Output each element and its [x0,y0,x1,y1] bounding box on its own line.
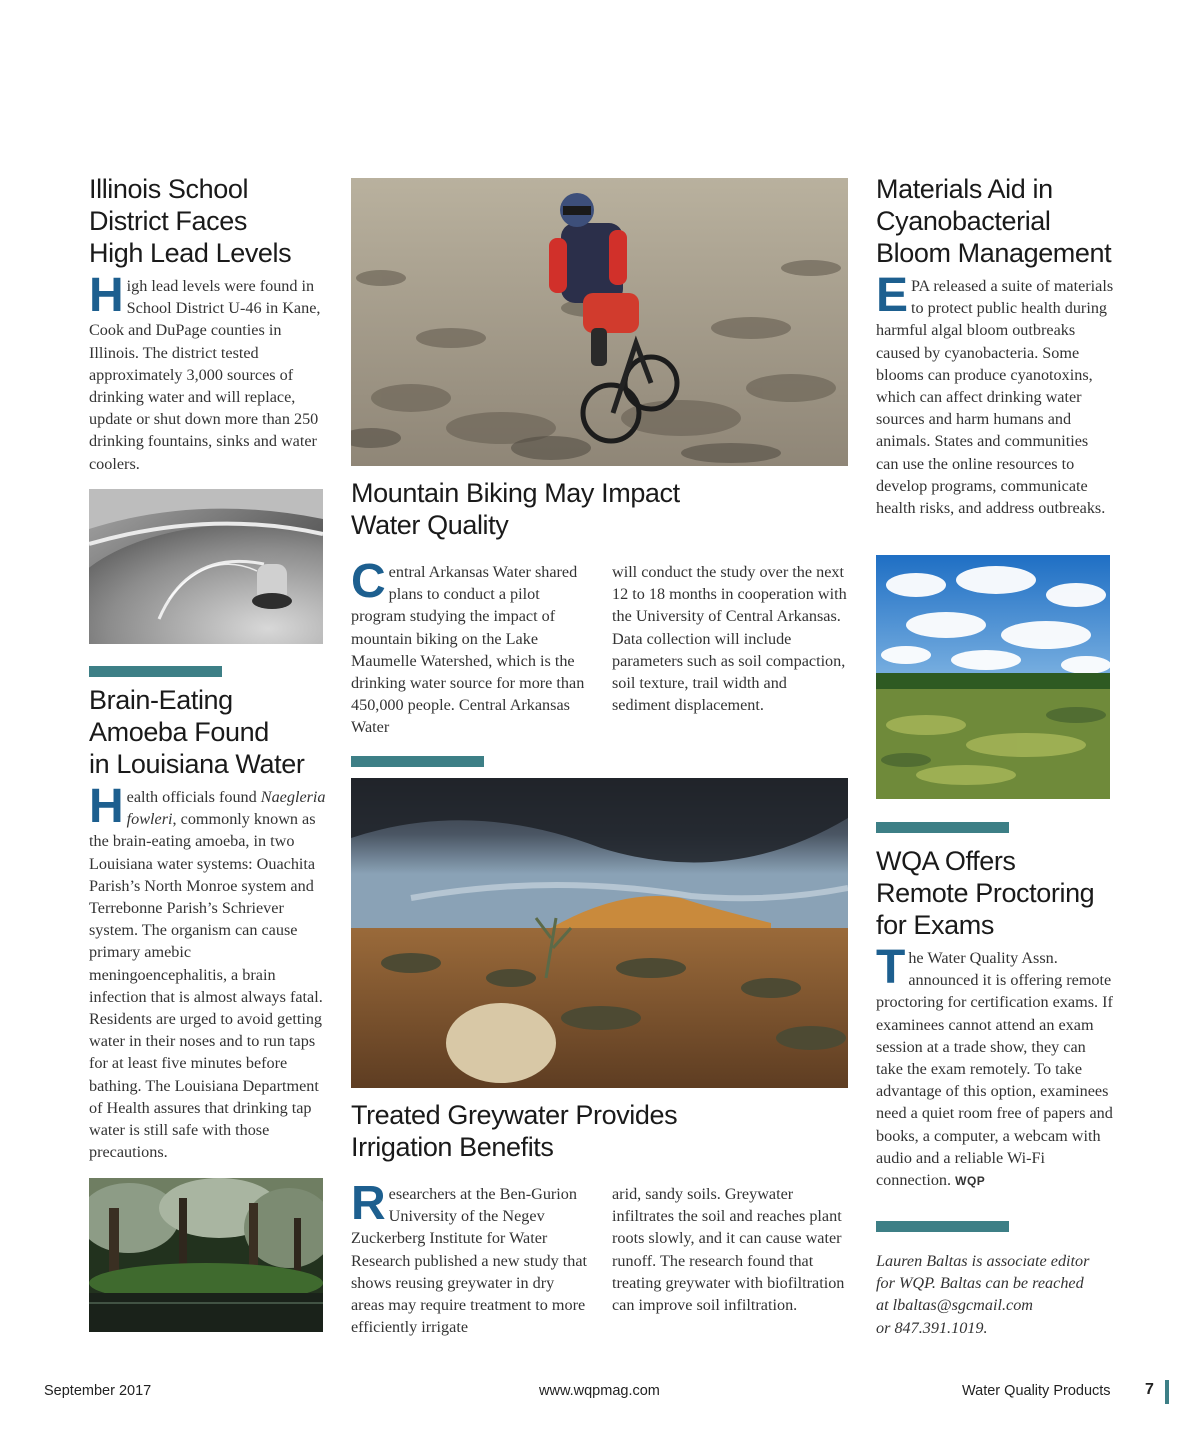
article-wqa-proctoring [876,845,1114,1192]
page-number: 7 [1145,1381,1154,1398]
headline-illinois-lead: Illinois School District Faces High Lead Levels [89,174,292,268]
headline-cyanobacterial: Materials Aid in Cyanobacterial Bloom Management [876,174,1112,268]
divider-bar [876,1221,1009,1232]
divider-bar [351,756,484,767]
headline-wqa-proctoring: WQA Offers Remote Proctoring for Exams [876,846,1095,940]
body-wqa-proctoring: The Water Quality Assn. announced it is offering remote proctoring for certification exams. If examinees cannot attend an exam session at a trade show, they can take the exam remotely. To take advantage of this option, examinees need a quiet room free of papers and books, a computer, a webcam with audio and a reliable Wi-Fi connection. WQP [876,941,1113,1190]
dropcap: E [876,269,909,322]
article-amoeba [89,684,329,1163]
article-mountain-biking [351,477,848,541]
footer-date: September 2017 [44,1383,152,1399]
article-cyanobacterial [876,173,1114,519]
article-illinois-lead [89,173,325,475]
photo-mountain-biker [351,178,848,466]
dropcap: H [89,780,124,833]
footer-url[interactable]: www.wqpmag.com [539,1383,660,1399]
headline-amoeba: Brain-Eating Amoeba Found in Louisiana Water [89,685,305,779]
headline-greywater: Treated Greywater Provides Irrigation Benefits [351,1100,678,1162]
divider-bar [89,666,222,677]
dropcap: R [351,1177,386,1230]
article-greywater [351,1099,848,1163]
divider-bar [876,822,1009,833]
footer-publication: Water Quality Products [962,1383,1111,1399]
body-mountain-biking-col1: Central Arkansas Water shared plans to conduct a pilot program studying the impact of mountain biking on the Lake Maumelle Watershed, which is the drinking water source for more than 450,000 people. Central Arkansas Water [351,555,585,737]
photo-desert-landscape [351,778,848,1088]
body-cyanobacterial: EPA released a suite of materials to protect public health during harmful algal bloom outbreaks caused by cyanobacteria. Some blooms can produce cyanotoxins, which can affect drinking water sources and harm humans and animals. States and communities can use the online resources to develop programs, communicate health risks, and address outbreaks. [876,269,1114,518]
dropcap: C [351,555,386,608]
photo-algal-bloom-lake [876,555,1110,799]
photo-cypress-swamp [89,1178,323,1332]
photo-drinking-fountain [89,489,323,644]
body-illinois-lead: High lead levels were found in School District U-46 in Kane, Cook and DuPage counties in Illinois. The district tested approximately 3,000 sources of drinking water and will replace, update or shut down more than 250 drinking fountains, sinks and water coolers. [89,269,321,473]
body-amoeba: Health officials found Naegleria fowleri, commonly known as the brain-eating amoeba, in two Louisiana water systems: Ouachita Parish’s North Monroe system and Terrebonne Parish’s Schriever system. The organism can cause primary amebic meningoencephalitis, a brain infection that is almost always fatal. Residents are urged to avoid getting water in their noses and to run taps for at least five minutes before bathing. The Louisiana Department of Health assures that drinking tap water is still safe with those precautions. [89,780,326,1162]
page-number-bar [1165,1380,1169,1404]
dropcap: H [89,269,124,322]
author-bio: Lauren Baltas is associate editor for WQP. Baltas can be reached at lbaltas@sgcmail.com or 847.391.1019. [876,1252,1090,1337]
body-greywater-col1: Researchers at the Ben-Gurion University of the Negev Zuckerberg Institute for Water Research published a new study that shows reusing greywater in dry areas may require treatment to more efficiently irrigate [351,1177,588,1337]
dropcap: T [876,941,906,994]
wqp-end-mark: WQP [955,1174,986,1189]
headline-mountain-biking: Mountain Biking May Impact Water Quality [351,478,680,540]
body-mountain-biking-col2: will conduct the study over the next 12 to 18 months in cooperation with the University of Central Arkansas. Data collection will include parameters such as soil compaction, soil texture, trail width and sediment displacement. [612,563,847,715]
body-greywater-col2: arid, sandy soils. Greywater infiltrates the soil and reaches plant roots slowly, and it can cause water runoff. The research found that treating greywater with biofiltration can improve soil infiltration. [612,1185,845,1315]
